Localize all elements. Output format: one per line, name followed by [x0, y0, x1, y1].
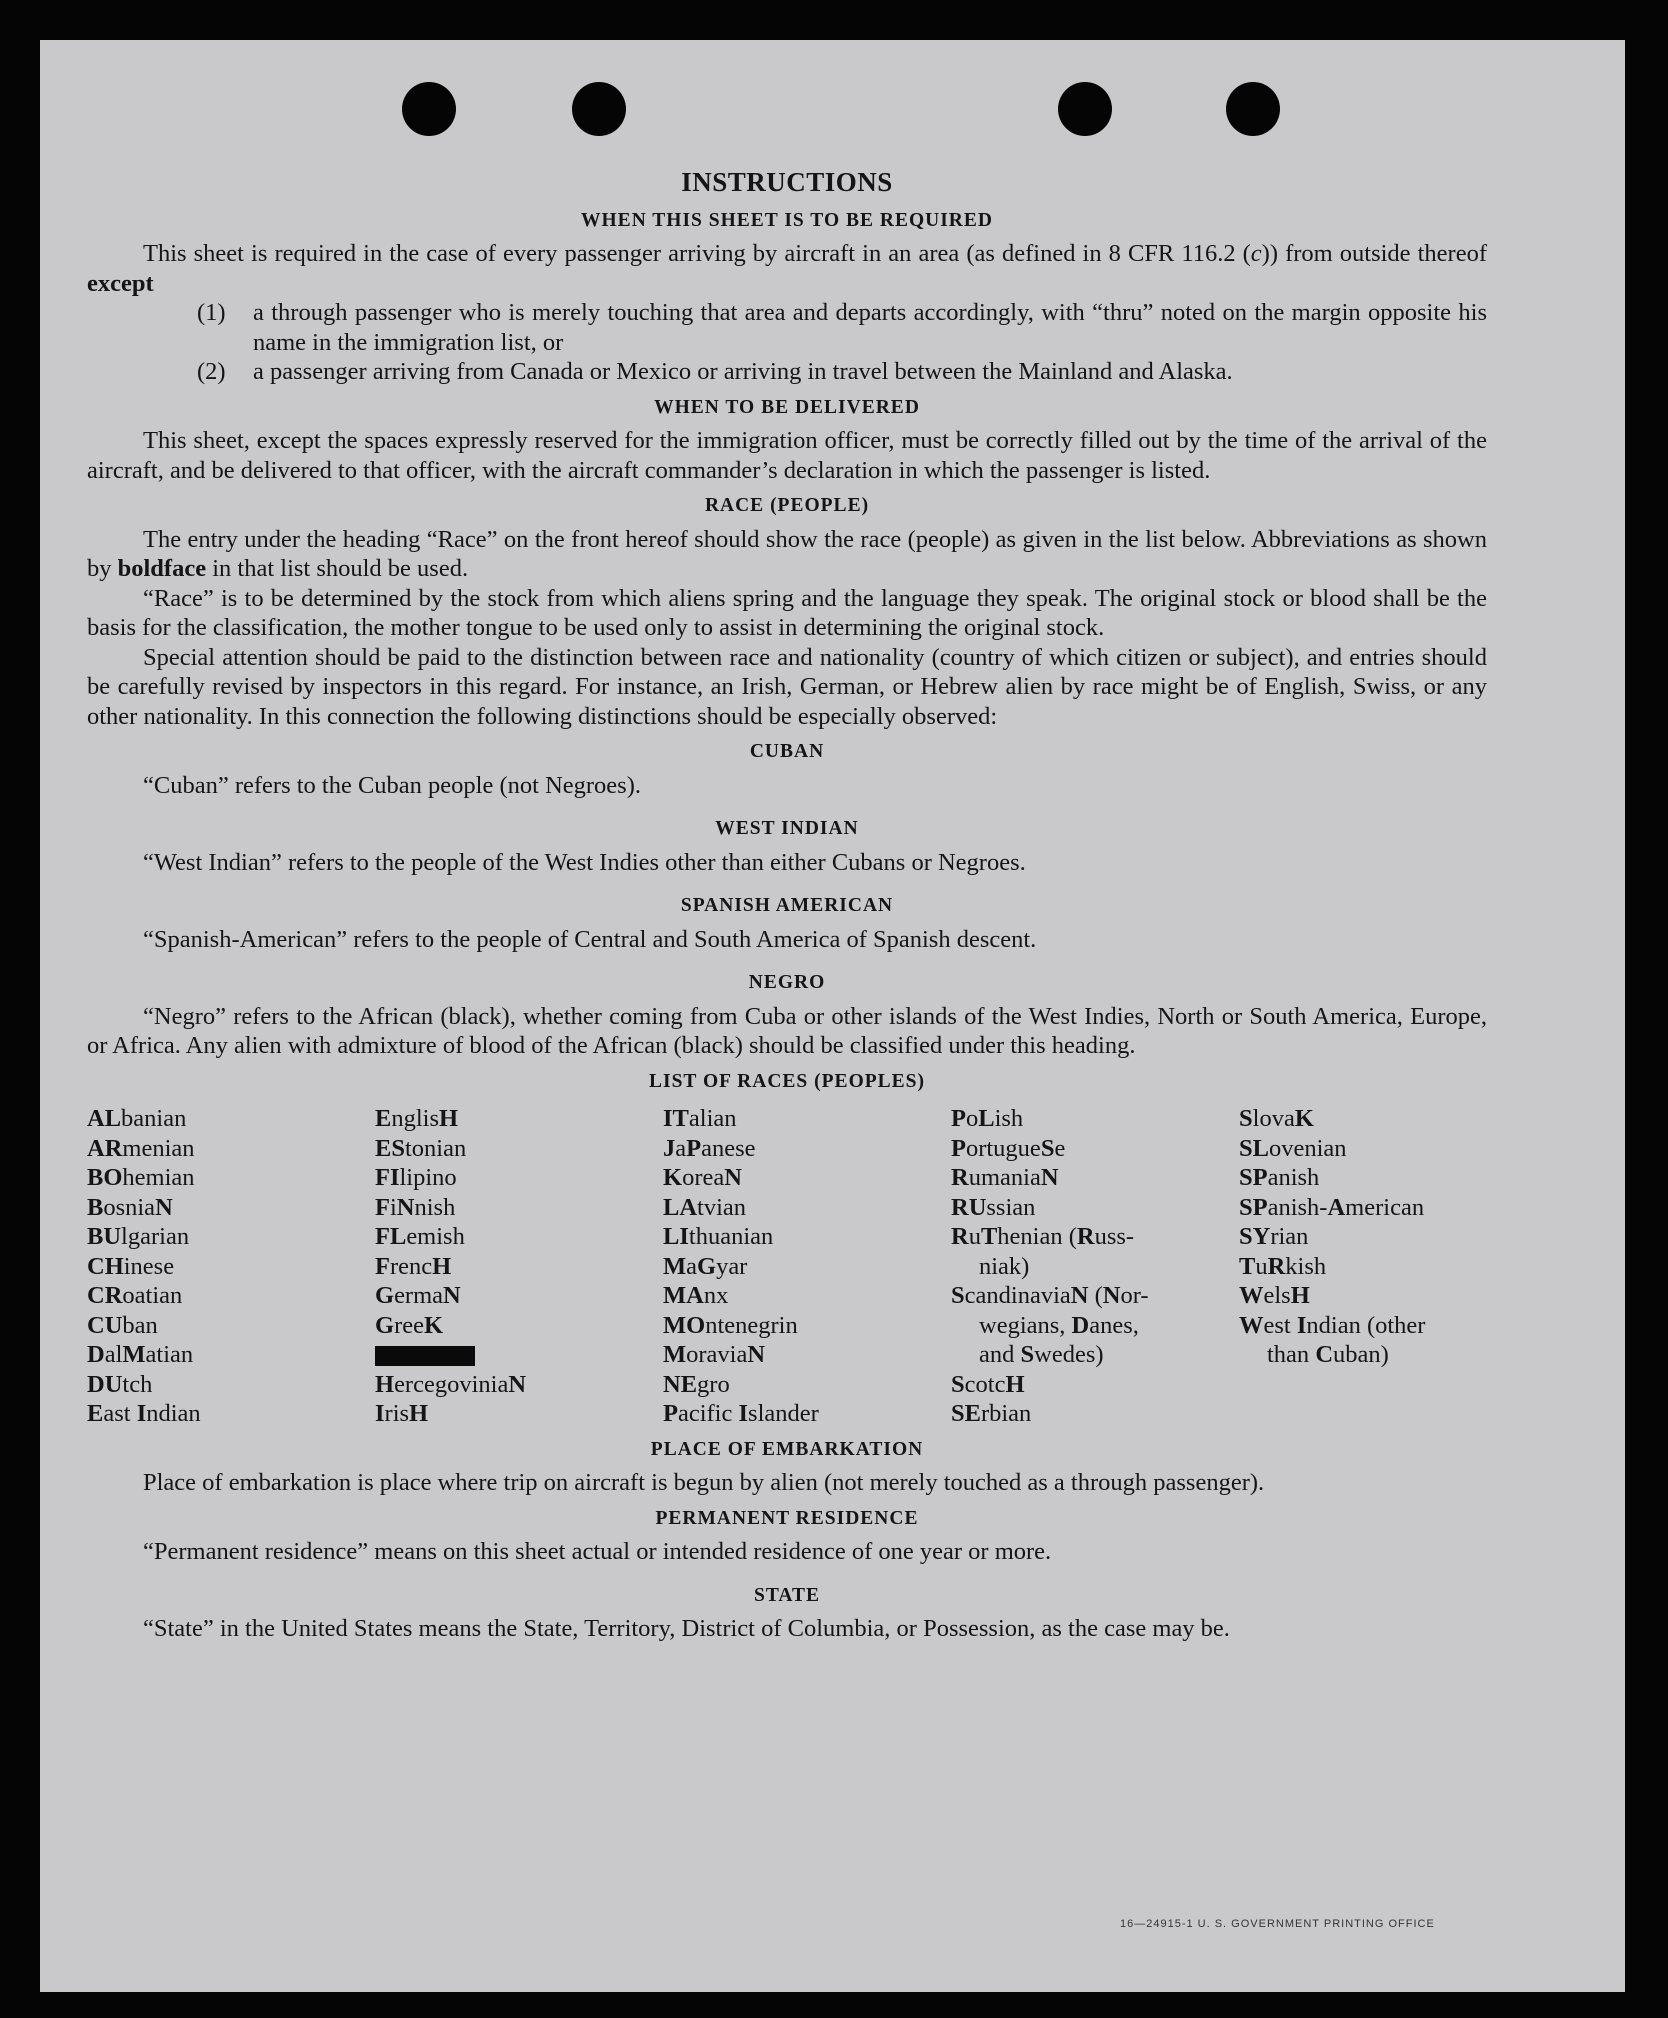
race-entry: ScotcH: [951, 1370, 1025, 1398]
race-entry: CHinese: [87, 1252, 175, 1280]
punch-hole: [1058, 82, 1112, 136]
page-title: INSTRUCTIONS: [681, 167, 893, 197]
race-entry: BUlgarian: [87, 1223, 190, 1250]
cuban-text: “Cuban” refers to the Cuban people (not Negroes).: [143, 771, 641, 799]
heading-negro: NEGRO: [748, 972, 826, 993]
race-entry: wegians, Danes,: [979, 1311, 1139, 1339]
punch-hole: [572, 82, 626, 136]
race-entry: JaPanese: [663, 1134, 756, 1162]
state-text: “State” in the United States means the State, Territory, District of Columbia, or Possession, as the case may be.: [143, 1615, 1230, 1642]
race-entry: ITalian: [663, 1105, 737, 1132]
race-entry: TuRkish: [1239, 1252, 1327, 1280]
heading-when-required: WHEN THIS SHEET IS TO BE REQUIRED: [581, 209, 993, 231]
heading-cuban: CUBAN: [749, 741, 825, 762]
race-entry: RUssian: [951, 1193, 1036, 1221]
race-entry: [375, 1340, 663, 1370]
punch-hole: [402, 82, 456, 136]
race-entry: MaGyar: [663, 1252, 748, 1280]
race-para-3: Special attention should be paid to the distinction between race and nationality (country of which citizen or subject), and entries should be carefully revised by inspectors in this regard. For instance, an Irish, German, or Hebrew alien by race might be of English, Swiss, or any other nationality. In this connection the following distinctions should be especially observed:: [87, 643, 1487, 730]
required-intro: This sheet is required in the case of every passenger arriving by aircraft in an area (as defined in 8 CFR 116.2 (c)) from outside thereof except: [87, 240, 1487, 297]
race-entry: Pacific Islander: [663, 1400, 819, 1427]
races-column: [663, 1104, 951, 1429]
race-entry: MoraviaN: [663, 1341, 766, 1368]
race-entry: WelsH: [1239, 1282, 1310, 1309]
race-entry: SYrian: [1239, 1223, 1309, 1250]
spanish-american-text: “Spanish-American” refers to the people of Central and South America of Spanish descent.: [143, 925, 1037, 953]
race-entry: BosniaN: [87, 1193, 173, 1221]
race-entry: IrisH: [375, 1400, 429, 1427]
race-entry: GreeK: [375, 1311, 444, 1339]
heading-list-of-races: LIST OF RACES (PEOPLES): [648, 1070, 925, 1092]
redaction-mark: [375, 1346, 475, 1366]
race-entry: MOntenegrin: [663, 1311, 798, 1339]
heading-west-indian: WEST INDIAN: [715, 818, 859, 839]
race-entry: ARmenian: [87, 1134, 195, 1162]
residence-text: “Permanent residence” means on this sheet actual or intended residence of one year or more.: [143, 1538, 1052, 1565]
race-entry: SlovaK: [1239, 1105, 1314, 1132]
exception-item: (1) a through passenger who is merely touching that area and departs accordingly, with “thru” noted on the margin opposite his name in the immigration list, or: [197, 299, 1487, 356]
race-entry: MAnx: [663, 1282, 729, 1309]
race-entry: ScandinaviaN (Nor-: [951, 1282, 1149, 1309]
race-entry: FrencH: [375, 1252, 452, 1280]
race-entry: West Indian (other: [1239, 1311, 1426, 1339]
instructions-body: [87, 168, 1487, 1644]
negro-text: “Negro” refers to the African (black), whether coming from Cuba or other islands of the West Indies, North or South America, Europe, or Africa. Any alien with admixture of blood of the African (black) should be classified under this heading.: [87, 1002, 1487, 1059]
race-entry: RuThenian (Russ-: [951, 1223, 1135, 1250]
races-column: [1239, 1104, 1527, 1429]
punch-hole: [1226, 82, 1280, 136]
race-entry: KoreaN: [663, 1164, 742, 1191]
race-entry: SPanish: [1239, 1164, 1320, 1191]
race-entry: DalMatian: [87, 1341, 194, 1368]
race-entry: East Indian: [87, 1400, 201, 1427]
heading-permanent-residence: PERMANENT RESIDENCE: [655, 1507, 919, 1529]
races-column: [87, 1104, 375, 1429]
race-para-1: The entry under the heading “Race” on the front hereof should show the race (people) as given in the list below. Abbreviations as shown by boldface in that list should be used.: [87, 525, 1487, 582]
race-entry: FiNnish: [375, 1193, 456, 1221]
race-entry: PoLish: [951, 1105, 1024, 1132]
race-entry: SErbian: [951, 1400, 1032, 1427]
race-entry: than Cuban): [1267, 1341, 1389, 1368]
races-column: [951, 1104, 1239, 1429]
race-entry: PortugueSe: [951, 1134, 1066, 1162]
heading-spanish-american: SPANISH AMERICAN: [680, 895, 894, 916]
race-entry: NEgro: [663, 1370, 730, 1398]
heading-when-delivered: WHEN TO BE DELIVERED: [654, 396, 920, 418]
races-column: [375, 1104, 663, 1429]
race-entry: LAtvian: [663, 1193, 747, 1221]
race-entry: FLemish: [375, 1223, 465, 1250]
exception-item: (2) a passenger arriving from Canada or Mexico or arriving in travel between the Mainland and Alaska.: [197, 358, 1233, 385]
race-entry: and Swedes): [979, 1341, 1104, 1368]
race-entry: niak): [979, 1252, 1030, 1280]
race-entry: GermaN: [375, 1282, 461, 1309]
heading-embarkation: PLACE OF EMBARKATION: [650, 1438, 924, 1460]
race-para-2: “Race” is to be determined by the stock from which aliens spring and the language they speak. The original stock or blood shall be the basis for the classification, the mother tongue to be used only to assist in determining the original stock.: [87, 584, 1487, 641]
race-entry: FIlipino: [375, 1164, 457, 1191]
race-entry: DUtch: [87, 1370, 153, 1398]
race-entry: EStonian: [375, 1134, 467, 1162]
west-indian-text: “West Indian” refers to the people of the West Indies other than either Cubans or Negroes.: [143, 848, 1026, 876]
race-entry: CUban: [87, 1311, 158, 1339]
heading-state: STATE: [753, 1584, 821, 1606]
races-list: [87, 1104, 1487, 1429]
heading-race: RACE (PEOPLE): [704, 495, 870, 516]
race-entry: SLovenian: [1239, 1134, 1347, 1162]
race-entry: CRoatian: [87, 1282, 183, 1309]
printer-imprint: 16—24915-1 U. S. GOVERNMENT PRINTING OFFICE: [1120, 1918, 1435, 1930]
embarkation-text: Place of embarkation is place where trip on aircraft is begun by alien (not merely touched as a through passenger).: [143, 1469, 1265, 1496]
race-entry: RumaniaN: [951, 1164, 1059, 1191]
race-entry: LIthuanian: [663, 1223, 774, 1250]
document-sheet: [40, 40, 1625, 1992]
race-entry: SPanish-American: [1239, 1193, 1425, 1221]
race-entry: ALbanian: [87, 1105, 187, 1132]
race-entry: BOhemian: [87, 1164, 195, 1191]
race-entry: HercegoviniaN: [375, 1370, 527, 1398]
delivery-text: This sheet, except the spaces expressly reserved for the immigration officer, must be correctly filled out by the time of the arrival of the aircraft, and be delivered to that officer, with the aircraft commander’s declaration in which the passenger is listed.: [87, 427, 1487, 484]
race-entry: EnglisH: [375, 1105, 459, 1132]
